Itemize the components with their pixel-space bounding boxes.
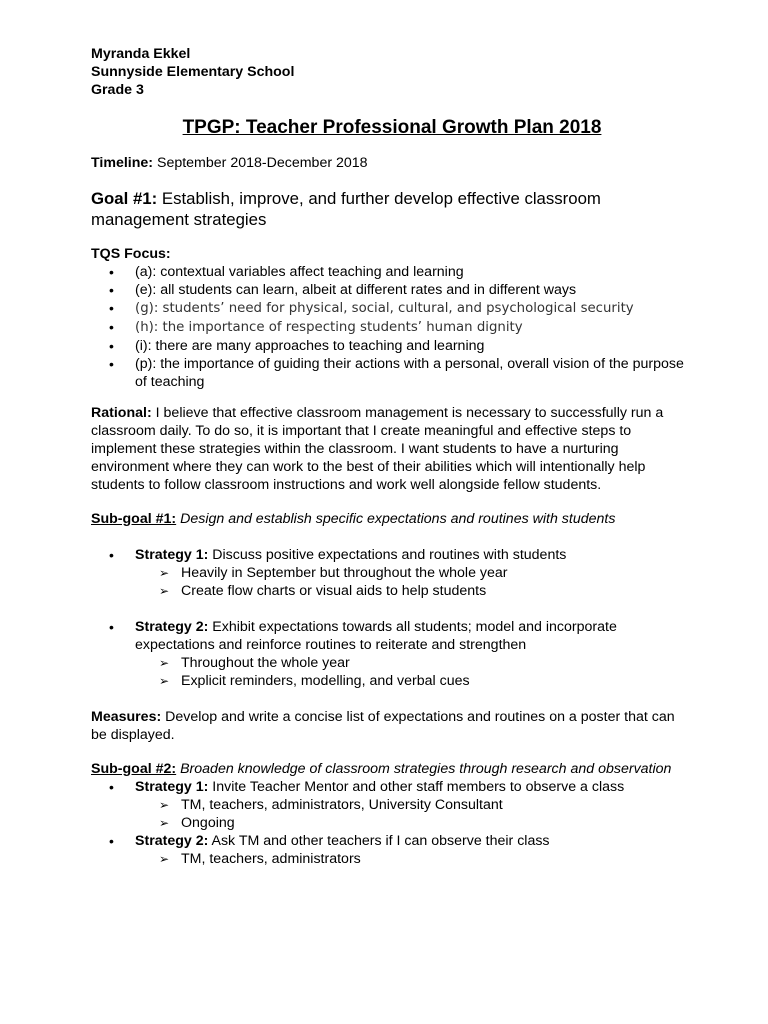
strategy-list bbox=[91, 546, 691, 564]
arrow-bullet-icon: ➢ bbox=[159, 798, 170, 812]
list-item bbox=[91, 654, 691, 672]
list-item bbox=[91, 263, 691, 281]
strategy-text: Discuss positive expectations and routines with students bbox=[212, 547, 567, 563]
school-name: Sunnyside Elementary School bbox=[91, 64, 295, 80]
strategy-points bbox=[91, 796, 691, 832]
timeline-label: Timeline: bbox=[91, 155, 154, 171]
rational-label: Rational: bbox=[91, 405, 152, 421]
strategy-text: Invite Teacher Mentor and other staff members to observe a class bbox=[212, 779, 625, 795]
bullet-icon: • bbox=[109, 319, 114, 335]
subgoal-2-label: Sub-goal #2: bbox=[91, 761, 177, 777]
strategy-list bbox=[91, 832, 691, 850]
tqs-item-p: (p): the importance of guiding their actions with a personal, overall vision of the purpose of teaching bbox=[135, 356, 684, 390]
subgoal-2-strategy-2 bbox=[91, 832, 691, 868]
list-item bbox=[91, 281, 691, 299]
goal-heading bbox=[91, 188, 691, 230]
tqs-item-e: (e): all students can learn, albeit at different rates and in different ways bbox=[135, 282, 577, 298]
list-item bbox=[91, 337, 691, 355]
subgoal-2-strategy-1 bbox=[91, 778, 691, 832]
strategy-points bbox=[91, 850, 691, 868]
tqs-item-a: (a): contextual variables affect teaching and learning bbox=[135, 264, 464, 280]
list-item bbox=[91, 796, 691, 814]
arrow-bullet-icon: ➢ bbox=[159, 656, 170, 670]
goal-label: Goal #1: bbox=[91, 189, 158, 208]
list-item bbox=[91, 832, 691, 850]
author-name: Myranda Ekkel bbox=[91, 46, 191, 62]
point-text: Explicit reminders, modelling, and verbal cues bbox=[181, 673, 470, 689]
list-item bbox=[91, 814, 691, 832]
strategy-points bbox=[91, 654, 691, 690]
tqs-item-i: (i): there are many approaches to teaching and learning bbox=[135, 338, 485, 354]
timeline-value: September 2018-December 2018 bbox=[156, 155, 368, 171]
subgoal-1-strategy-2 bbox=[91, 618, 691, 690]
point-text: TM, teachers, administrators, University Consultant bbox=[181, 797, 503, 813]
strategy-points bbox=[91, 564, 691, 600]
list-item bbox=[91, 582, 691, 600]
list-item bbox=[91, 546, 691, 564]
bullet-icon: • bbox=[109, 282, 114, 298]
point-text: Create flow charts or visual aids to help students bbox=[181, 583, 487, 599]
bullet-icon: • bbox=[109, 779, 114, 795]
arrow-bullet-icon: ➢ bbox=[159, 674, 170, 688]
point-text: Ongoing bbox=[181, 815, 235, 831]
bullet-icon: • bbox=[109, 338, 114, 354]
measures-text: Develop and write a concise list of expectations and routines on a poster that can be displayed. bbox=[91, 709, 675, 743]
arrow-bullet-icon: ➢ bbox=[159, 852, 170, 866]
tqs-focus-label: TQS Focus: bbox=[91, 246, 171, 262]
list-item bbox=[91, 778, 691, 796]
list-item bbox=[91, 355, 691, 391]
bullet-icon: • bbox=[109, 619, 114, 635]
arrow-bullet-icon: ➢ bbox=[159, 816, 170, 830]
strategy-label: Strategy 2: bbox=[135, 833, 209, 849]
list-item bbox=[91, 318, 691, 337]
list-item bbox=[91, 564, 691, 582]
measures-label: Measures: bbox=[91, 709, 162, 725]
bullet-icon: • bbox=[109, 300, 114, 316]
list-item bbox=[91, 672, 691, 690]
tqs-item-g: (g): students’ need for physical, social, cultural, and psychological security bbox=[135, 301, 634, 316]
subgoal-2-text: Broaden knowledge of classroom strategies through research and observation bbox=[180, 761, 672, 777]
list-item bbox=[91, 850, 691, 868]
arrow-bullet-icon: ➢ bbox=[159, 566, 170, 580]
goal-text: Establish, improve, and further develop effective classroom management strategies bbox=[91, 189, 601, 229]
subgoal-1-label: Sub-goal #1: bbox=[91, 511, 177, 527]
strategy-label: Strategy 1: bbox=[135, 547, 209, 563]
document-title: TPGP: Teacher Professional Growth Plan 2018 bbox=[182, 117, 602, 138]
tqs-item-h: (h): the importance of respecting students’ human dignity bbox=[135, 320, 523, 335]
strategy-text: Exhibit expectations towards all students; model and incorporate expectations and reinforce routines to reiterate and strengthen bbox=[135, 619, 617, 653]
strategy-text: Ask TM and other teachers if I can observe their class bbox=[211, 833, 550, 849]
rational-text: I believe that effective classroom management is necessary to successfully run a classroom daily. To do so, it is important that I create meaningful and effective steps to implement these strategies within the classroom. I want students to have a nurturing environment where they can work to the best of their abilities which will intentionally help students to follow classroom instructions and work well alongside fellow students. bbox=[91, 405, 664, 493]
list-item bbox=[91, 299, 691, 318]
subgoal-1-text: Design and establish specific expectations and routines with students bbox=[180, 511, 616, 527]
measures-paragraph bbox=[91, 708, 691, 744]
strategy-label: Strategy 1: bbox=[135, 779, 209, 795]
strategy-list bbox=[91, 778, 691, 796]
list-item bbox=[91, 618, 691, 654]
grade-level: Grade 3 bbox=[91, 82, 144, 98]
subgoal-1-strategy-1 bbox=[91, 546, 691, 600]
subgoal-1-heading bbox=[91, 510, 691, 528]
strategy-list bbox=[91, 618, 691, 654]
subgoal-2-heading bbox=[91, 760, 691, 778]
document-page bbox=[91, 45, 691, 868]
timeline bbox=[91, 154, 691, 172]
bullet-icon: • bbox=[109, 264, 114, 280]
strategy-label: Strategy 2: bbox=[135, 619, 209, 635]
bullet-icon: • bbox=[109, 356, 114, 372]
point-text: Heavily in September but throughout the whole year bbox=[181, 565, 508, 581]
point-text: Throughout the whole year bbox=[181, 655, 350, 671]
bullet-icon: • bbox=[109, 833, 114, 849]
rational-paragraph bbox=[91, 404, 691, 494]
tqs-focus-list bbox=[91, 263, 691, 391]
arrow-bullet-icon: ➢ bbox=[159, 584, 170, 598]
point-text: TM, teachers, administrators bbox=[181, 851, 361, 867]
author-header bbox=[91, 45, 691, 99]
bullet-icon: • bbox=[109, 547, 114, 563]
